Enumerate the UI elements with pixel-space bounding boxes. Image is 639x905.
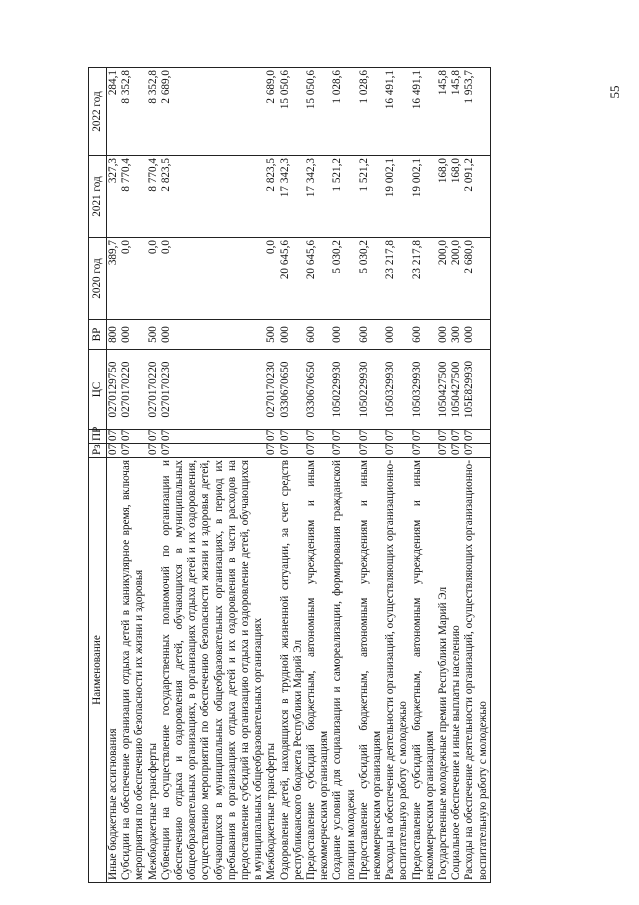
row-name: Межбюджетные трансферты bbox=[147, 458, 160, 883]
row-pr: 07 bbox=[450, 430, 463, 444]
row-vr: 600 bbox=[411, 320, 437, 350]
row-cs: 1050427500 bbox=[437, 350, 450, 430]
row-name: Субвенции на осуществление государственных полномочий по организации и обеспечению отдыха и оздоровления детей, обучающихся в муниципальных общеобразовательных организациях, в организациях отдыха детей и их оздоровления, осуществлению мероприятий по обеспечению безопасности жизни и здоровья детей, обучающихся в муниципальных общеобразовательных организациях, в период их пребывания в организациях отдыха детей и их оздоровления в части расходов на предоставление субсидий на организацию отдыха и оздоровление детей, обучающихся в муниципальных общеобразовательных организациях bbox=[160, 458, 266, 883]
row-cs: 1050329930 bbox=[411, 350, 437, 430]
row-2021: 2 823,5 bbox=[265, 156, 278, 238]
row-cs: 0270129750 bbox=[107, 350, 121, 430]
header-2021: 2021 год bbox=[89, 156, 107, 238]
row-cs: 0330670650 bbox=[279, 350, 305, 430]
header-rz: Рз bbox=[89, 444, 107, 458]
row-2020: 5 030,2 bbox=[331, 238, 357, 320]
row-name: Предоставление субсидий бюджетным, автономным учреждениям и иным некоммерческим организациям bbox=[358, 458, 384, 883]
row-cs: 105Е829930 bbox=[463, 350, 490, 430]
table-row bbox=[279, 68, 305, 883]
row-pr: 07 bbox=[331, 430, 357, 444]
row-2020: 20 645,6 bbox=[279, 238, 305, 320]
page-number: 55 bbox=[607, 85, 622, 99]
row-2021: 168,0 bbox=[450, 156, 463, 238]
row-cs: 0270170220 bbox=[147, 350, 160, 430]
row-pr: 07 bbox=[358, 430, 384, 444]
row-2021: 19 002,1 bbox=[384, 156, 410, 238]
row-rz: 07 bbox=[279, 444, 305, 458]
row-name: Иные бюджетные ассигнования bbox=[107, 458, 121, 883]
row-vr: 000 bbox=[384, 320, 410, 350]
row-2021: 1 521,2 bbox=[331, 156, 357, 238]
row-pr: 07 bbox=[160, 430, 266, 444]
row-name: Субсидии на обеспечение организации отдыха детей в каникулярное время, включая мероприятия по обеспечению безопасности их жизни и здоровья bbox=[120, 458, 146, 883]
row-vr: 000 bbox=[331, 320, 357, 350]
row-rz: 07 bbox=[160, 444, 266, 458]
row-cs: 1050229930 bbox=[331, 350, 357, 430]
row-2021: 19 002,1 bbox=[411, 156, 437, 238]
header-pr: ПР bbox=[89, 430, 107, 444]
row-name: Расходы на обеспечение деятельности организаций, осуществляющих организационно-воспитательную работу с молодежью bbox=[463, 458, 490, 883]
row-2022: 8 352,8 bbox=[147, 68, 160, 156]
table-row bbox=[437, 68, 450, 883]
row-pr: 07 bbox=[411, 430, 437, 444]
row-cs: 0270170220 bbox=[120, 350, 146, 430]
row-vr: 000 bbox=[120, 320, 146, 350]
row-vr: 600 bbox=[305, 320, 331, 350]
row-name: Расходы на обеспечение деятельности организаций, осуществляющих организационно-воспитательную работу с молодежью bbox=[384, 458, 410, 883]
row-vr: 000 bbox=[160, 320, 266, 350]
row-2020: 200,0 bbox=[450, 238, 463, 320]
header-2022: 2022 год bbox=[89, 68, 107, 156]
table-row bbox=[107, 68, 121, 883]
row-2021: 1 521,2 bbox=[358, 156, 384, 238]
row-vr: 000 bbox=[279, 320, 305, 350]
row-name: Межбюджетные трансферты bbox=[265, 458, 278, 883]
row-pr: 07 bbox=[384, 430, 410, 444]
table-row bbox=[411, 68, 437, 883]
row-2020: 389,7 bbox=[107, 238, 121, 320]
row-2022: 15 050,6 bbox=[279, 68, 305, 156]
row-name: Создание условий для социализации и самореализации, формирования гражданской позиции молодежи bbox=[331, 458, 357, 883]
row-vr: 500 bbox=[265, 320, 278, 350]
row-vr: 600 bbox=[358, 320, 384, 350]
header-cs: ЦС bbox=[89, 350, 107, 430]
header-2020: 2020 год bbox=[89, 238, 107, 320]
row-2020: 20 645,6 bbox=[305, 238, 331, 320]
row-rz: 07 bbox=[107, 444, 121, 458]
row-pr: 07 bbox=[305, 430, 331, 444]
row-pr: 07 bbox=[120, 430, 146, 444]
row-rz: 07 bbox=[463, 444, 490, 458]
row-2022: 8 352,8 bbox=[120, 68, 146, 156]
table-row bbox=[358, 68, 384, 883]
row-rz: 07 bbox=[265, 444, 278, 458]
row-2021: 2 091,2 bbox=[463, 156, 490, 238]
table-row bbox=[160, 68, 266, 883]
row-2022: 1 953,7 bbox=[463, 68, 490, 156]
row-vr: 800 bbox=[107, 320, 121, 350]
row-2022: 15 050,6 bbox=[305, 68, 331, 156]
row-cs: 1050427500 bbox=[450, 350, 463, 430]
table-row bbox=[384, 68, 410, 883]
table-row bbox=[147, 68, 160, 883]
row-vr: 300 bbox=[450, 320, 463, 350]
row-vr: 000 bbox=[463, 320, 490, 350]
row-2022: 16 491,1 bbox=[411, 68, 437, 156]
row-pr: 07 bbox=[279, 430, 305, 444]
row-2022: 1 028,6 bbox=[331, 68, 357, 156]
row-2020: 23 217,8 bbox=[411, 238, 437, 320]
row-rz: 07 bbox=[305, 444, 331, 458]
row-rz: 07 bbox=[331, 444, 357, 458]
table-row bbox=[265, 68, 278, 883]
row-cs: 1050329930 bbox=[384, 350, 410, 430]
row-2021: 17 342,3 bbox=[279, 156, 305, 238]
row-2020: 0,0 bbox=[160, 238, 266, 320]
row-rz: 07 bbox=[147, 444, 160, 458]
row-pr: 07 bbox=[107, 430, 121, 444]
row-cs: 1050229930 bbox=[358, 350, 384, 430]
row-2021: 8 770,4 bbox=[120, 156, 146, 238]
row-2022: 1 028,6 bbox=[358, 68, 384, 156]
row-2022: 2 689,0 bbox=[160, 68, 266, 156]
table-header bbox=[89, 68, 107, 883]
header-vr: ВР bbox=[89, 320, 107, 350]
row-rz: 07 bbox=[120, 444, 146, 458]
row-2020: 0,0 bbox=[147, 238, 160, 320]
row-rz: 07 bbox=[411, 444, 437, 458]
row-2020: 200,0 bbox=[437, 238, 450, 320]
header-name: Наименование bbox=[89, 458, 107, 883]
table-body bbox=[107, 68, 491, 883]
row-2022: 2 689,0 bbox=[265, 68, 278, 156]
row-2020: 0,0 bbox=[265, 238, 278, 320]
row-2020: 5 030,2 bbox=[358, 238, 384, 320]
row-rz: 07 bbox=[384, 444, 410, 458]
row-2022: 284,1 bbox=[107, 68, 121, 156]
row-pr: 07 bbox=[265, 430, 278, 444]
budget-table bbox=[88, 67, 491, 883]
row-cs: 0330670650 bbox=[305, 350, 331, 430]
row-2020: 0,0 bbox=[120, 238, 146, 320]
row-2021: 327,3 bbox=[107, 156, 121, 238]
row-name: Предоставление субсидий бюджетным, автономным учреждениям и иным некоммерческим организациям bbox=[411, 458, 437, 883]
row-pr: 07 bbox=[437, 430, 450, 444]
table-row bbox=[331, 68, 357, 883]
row-2020: 23 217,8 bbox=[384, 238, 410, 320]
row-2022: 145,8 bbox=[450, 68, 463, 156]
budget-table-container bbox=[88, 68, 590, 883]
row-pr: 07 bbox=[147, 430, 160, 444]
table-row bbox=[463, 68, 490, 883]
row-2022: 16 491,1 bbox=[384, 68, 410, 156]
row-2021: 2 823,5 bbox=[160, 156, 266, 238]
table-row bbox=[120, 68, 146, 883]
row-2021: 168,0 bbox=[437, 156, 450, 238]
row-vr: 000 bbox=[437, 320, 450, 350]
row-2021: 17 342,3 bbox=[305, 156, 331, 238]
row-2021: 8 770,4 bbox=[147, 156, 160, 238]
row-name: Предоставление субсидий бюджетным, автономным учреждениям и иным некоммерческим организациям bbox=[305, 458, 331, 883]
row-rz: 07 bbox=[450, 444, 463, 458]
row-name: Социальное обеспечение и иные выплаты населению bbox=[450, 458, 463, 883]
row-vr: 500 bbox=[147, 320, 160, 350]
row-2022: 145,8 bbox=[437, 68, 450, 156]
row-rz: 07 bbox=[437, 444, 450, 458]
row-2020: 2 680,0 bbox=[463, 238, 490, 320]
row-rz: 07 bbox=[358, 444, 384, 458]
row-name: Государственные молодежные премии Республики Марий Эл bbox=[437, 458, 450, 883]
row-cs: 0270170230 bbox=[265, 350, 278, 430]
row-name: Оздоровление детей, находящихся в трудной жизненной ситуации, за счет средств республиканского бюджета Республики Марий Эл bbox=[279, 458, 305, 883]
row-cs: 0270170230 bbox=[160, 350, 266, 430]
row-pr: 07 bbox=[463, 430, 490, 444]
table-row bbox=[305, 68, 331, 883]
table-row bbox=[450, 68, 463, 883]
